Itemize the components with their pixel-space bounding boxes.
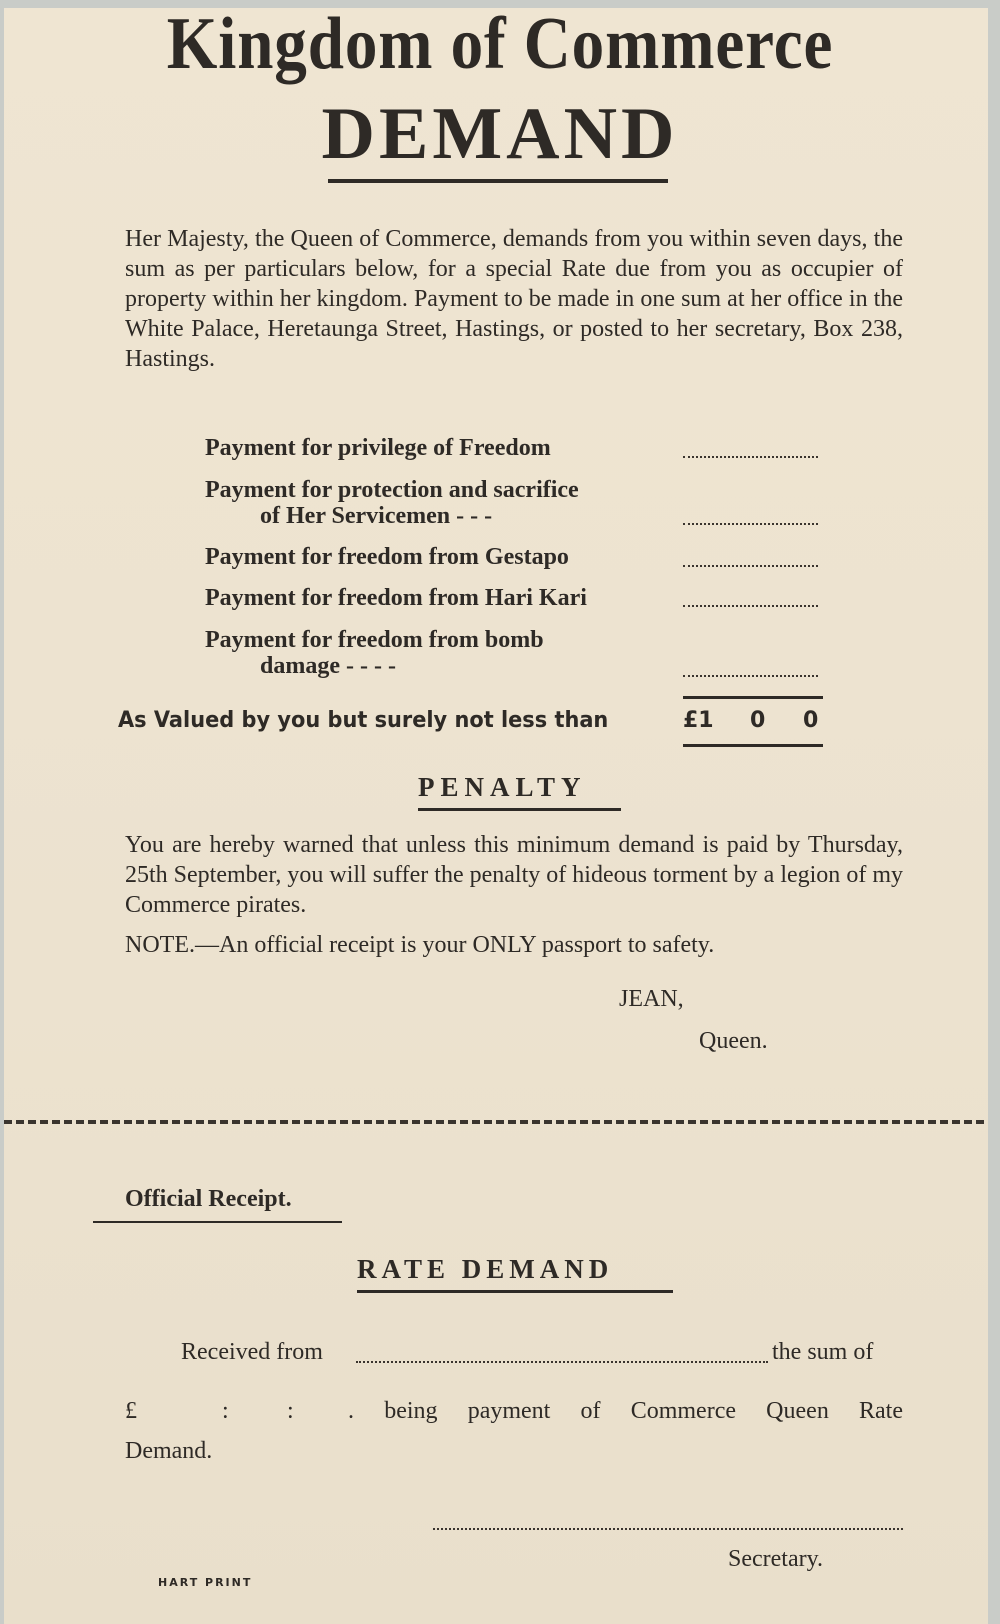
printer-mark: HART PRINT <box>158 1576 253 1589</box>
payment-item <box>205 627 653 679</box>
payment-label: Payment for privilege of Freedom <box>205 435 551 461</box>
separator: : <box>287 1398 294 1424</box>
receipt-underline <box>93 1221 342 1223</box>
signature-name: JEAN, <box>619 986 684 1012</box>
receipt-label: Official Receipt. <box>125 1186 292 1212</box>
payment-purpose: . being payment of Commerce Queen Rate <box>348 1398 903 1424</box>
currency-symbol: £ <box>125 1398 137 1424</box>
total-pounds: £1 <box>683 708 714 733</box>
rate-demand-underline <box>357 1290 673 1293</box>
total-pence: 0 <box>803 708 819 733</box>
penalty-note: NOTE.—An official receipt is your ONLY passport to safety. <box>125 932 715 958</box>
sum-of-label: the sum of <box>772 1339 874 1365</box>
received-from-label: Received from <box>181 1339 323 1365</box>
penalty-underline <box>418 808 621 811</box>
document-subtitle: DEMAND <box>321 93 679 175</box>
penalty-text: You are hereby warned that unless this minimum demand is paid by Thursday, 25th September, you will suffer the penalty of hideous torment by a legion of my Commerce pirates. <box>125 832 903 918</box>
payment-blank <box>683 523 818 525</box>
document-title: Kingdom of Commerce <box>166 3 834 85</box>
total-label: As Valued by you but surely not less than <box>118 708 609 733</box>
payment-label: Payment for protection and sacrifice <box>205 477 579 503</box>
payment-blank <box>683 675 818 677</box>
total-top-rule <box>683 696 823 699</box>
payment-label: Payment for freedom from bomb <box>205 627 544 653</box>
payment-purpose-cont: Demand. <box>125 1438 213 1464</box>
payment-blank <box>683 456 818 458</box>
rate-demand-heading: RATE DEMAND <box>357 1254 614 1284</box>
tear-off-line <box>4 1120 984 1124</box>
penalty-heading: PENALTY <box>418 772 587 802</box>
payment-label: Payment for freedom from Hari Kari <box>205 585 587 611</box>
title-underline <box>328 179 668 183</box>
payment-item <box>205 544 653 570</box>
signature-title: Queen. <box>699 1028 768 1054</box>
secretary-label: Secretary. <box>728 1546 824 1572</box>
payment-blank <box>683 605 818 607</box>
payment-blank <box>683 565 818 567</box>
total-bottom-rule <box>683 744 823 747</box>
payment-label-cont: damage - - - - <box>260 653 396 679</box>
secretary-signature-blank[interactable] <box>433 1528 903 1530</box>
payment-item <box>205 477 653 529</box>
payment-label: Payment for freedom from Gestapo <box>205 544 569 570</box>
intro-paragraph: Her Majesty, the Queen of Commerce, demands from you within seven days, the sum as per particulars below, for a special Rate due from you as occupier of property within her kingdom. Payment to be made in one sum at her office in the White Palace, Heretaunga Street, Hastings, or posted to her secretary, Box 238, Hastings. <box>125 226 903 372</box>
total-shillings: 0 <box>750 708 766 733</box>
separator: : <box>222 1398 229 1424</box>
received-from-blank[interactable] <box>356 1361 768 1363</box>
payment-item <box>205 435 653 461</box>
payment-item <box>205 585 653 611</box>
payment-label-cont: of Her Servicemen - - - <box>260 503 493 529</box>
